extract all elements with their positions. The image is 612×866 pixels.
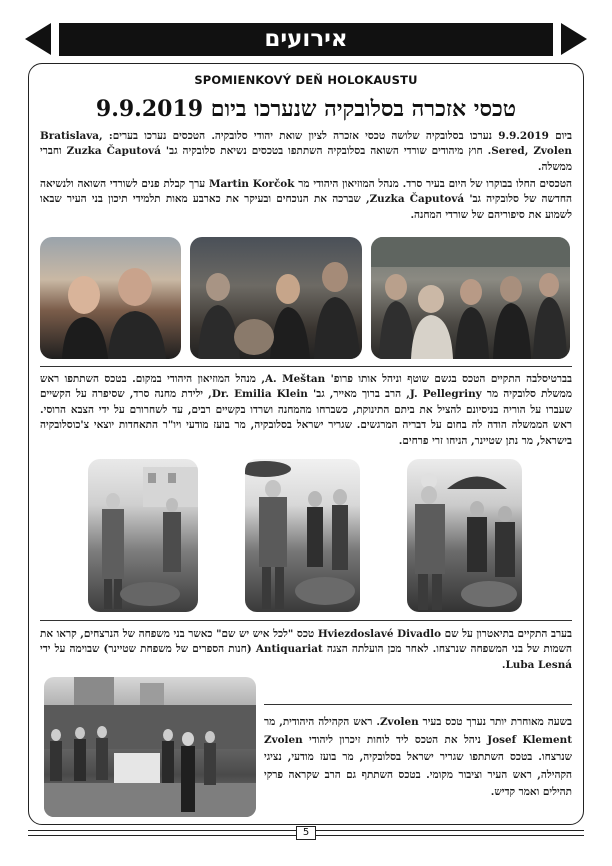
paragraph-bratislava: בברטיסלבה התקיים הטכס בגשם שוטף וניהל אותו פרופ' A. Meštan, מנהל המוזיאון היהודי במקום. בטכס השתתפו ראש ממשלת סלובקיה מר J. Pellegriny, הרב ברוך מאייר, גב' Dr. Emilia Klein, ילידת מחנה סרד, שסיפרה על הקשיים שעברו על הוריה בניסיונם להציל את ביתם התינוקת, כשברחו מהמחנה ושרדו בקשיים רבים, עד לשחרורם על ידי הצבא הרוסי. ראש הממשלה הודה לה בחום על דבריה המרגשים. שגריר ישראל בסלובקיה, מר בועז מודעי ויו"ר התאחדות יוצאי צ'כוסלובקיה בישראל, מר נתן שטיינר, הניחו זרי פרחים. [40, 373, 572, 447]
photo-audience-seated [371, 237, 570, 359]
paragraph-intro: ביום 9.9.2019 נערכו בסלובקיה שלושה טכסי אזכרה לציון שואת יהודי סלובקיה. הטכסים נערכו בערים: Bratislava, Sered, Zvolen. חוץ מיהודים שורדי השואה בסלובקיה השתתפו בטכסים נשיאת סלובקיה גב' Zuzka Čaputová וחברי ממשלה. [40, 130, 573, 173]
article-subtitle: SPOMIENKOVÝ DEŇ HOLOKAUSTU [194, 73, 418, 87]
section-title: אירועים [264, 26, 348, 52]
photo-zvolen-memorial [44, 677, 256, 817]
paragraph-evening-theater: בערב התקיים בתיאטרון על שם Hviezdoslavé Divadlo טכס "לכל איש יש שם" כאשר בני משפחה של הנרצחים, קראו את השמות של בני המשפחה שנרצחו. לאחר מכן הועלתה הצגה Antiquariat (חנות הספרים של משפחת שטיינר) שבוימה על ידי Luba Lesná. [40, 628, 572, 671]
photo-president-with-survivor [40, 237, 181, 359]
photo-honor-guard-wreaths [88, 459, 198, 612]
photo-soldier-at-memorial [245, 459, 360, 612]
section-banner [25, 23, 587, 56]
right-arrow-icon [561, 23, 587, 55]
photo-guard-with-umbrella [407, 459, 522, 612]
paragraph-sered: הטכסים החלו בבוקרו של היום בעיר סרד. מנהל המוזיאון היהודי מר Martin Korčok ערך קבלת פנים לשורדי השואה ולנשיאה החדשה של סלובקיה גב' Zuzka Čaputová, שברכה את הנוכחים ובעיקר את כארבע מאות תלמידי תיכון בני העיר שבאו לשמוע את סיפוריהם של שורדי המחנה. [40, 178, 573, 221]
section-divider [264, 704, 572, 705]
left-arrow-icon [25, 23, 51, 55]
photo-president-listening [190, 237, 362, 359]
page-number: 5 [296, 826, 316, 840]
article-headline: טכסי אזכרה בסלובקיה שנערכו ביום 9.9.2019 [95, 96, 517, 122]
section-divider [40, 620, 572, 621]
banner-bar [59, 23, 553, 56]
paragraph-zvolen: בשעה מאוחרת יותר נערך טכס בעיר Zvolen. ראש הקהילה היהודית, מר Josef Klement ניהל את הטכס ליד לוחות זיכרון ליהודי Zvolen שנרצחו. בטכס השתתפו שגריר ישראל בסלובקיה, מר בועז מודעי, נציגי הקהילה, ראש העיר וציבור מקומי. בטכס השתתף גם הרב שקראה פרקי תהילים ואמר קדיש. [264, 716, 572, 799]
section-divider [40, 366, 572, 367]
